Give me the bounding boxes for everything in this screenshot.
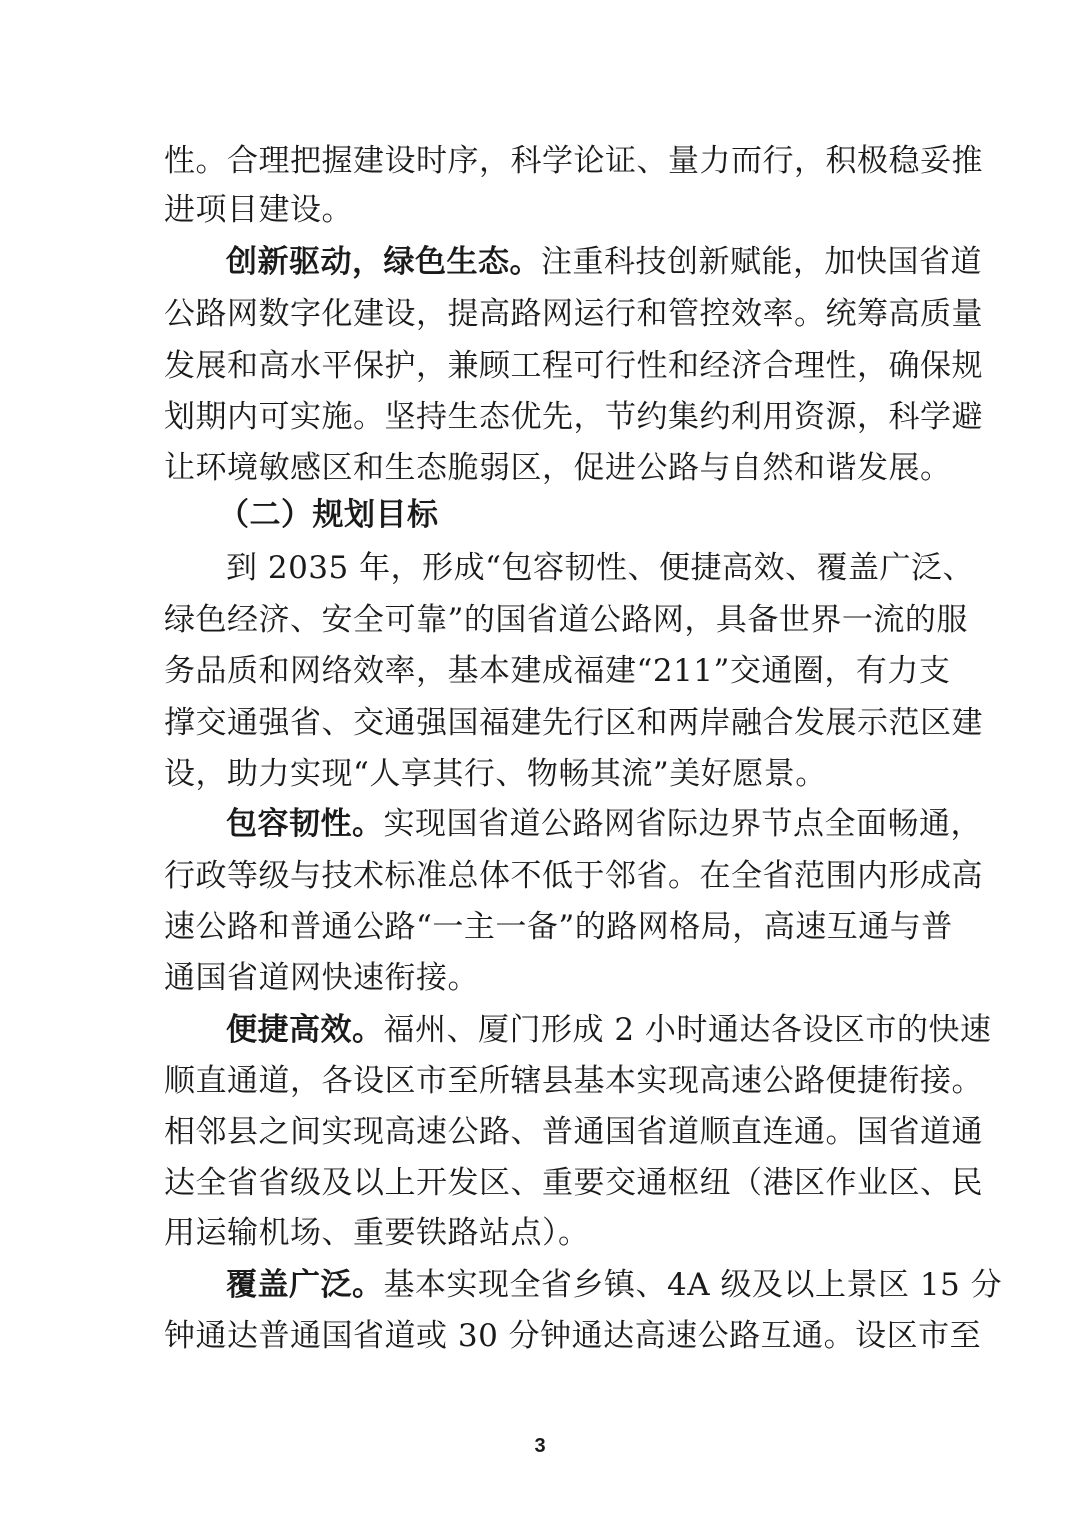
line-text: 到 2035 年，形成“包容韧性、便捷高效、覆盖广泛、 xyxy=(226,550,974,586)
paragraph-line xyxy=(226,548,974,588)
paragraph-line xyxy=(164,651,951,691)
paragraph-line xyxy=(226,242,982,282)
section-heading-text: （二）规划目标 xyxy=(218,497,439,533)
bold-lead-text: 覆盖广泛。 xyxy=(226,1267,384,1303)
paragraph-line xyxy=(164,1316,982,1356)
line-text: 公路网数字化建设，提高路网运行和管控效率。统筹高质量 xyxy=(164,296,983,332)
line-text: 行政等级与技术标准总体不低于邻省。在全省范围内形成高 xyxy=(164,858,983,894)
line-text: 撑交通强省、交通强国福建先行区和两岸融合发展示范区建 xyxy=(164,705,983,741)
line-text: 福州、厦门形成 2 小时通达各设区市的快速 xyxy=(383,1012,992,1048)
line-text: 通国省道网快速衔接。 xyxy=(164,960,479,996)
line-text: 用运输机场、重要铁路站点）。 xyxy=(164,1215,590,1251)
line-text: 达全省省级及以上开发区、重要交通枢纽（港区作业区、民 xyxy=(164,1165,983,1201)
line-text: 顺直通道，各设区市至所辖县基本实现高速公路便捷衔接。 xyxy=(164,1063,983,1099)
paragraph-line xyxy=(226,1265,1003,1305)
paragraph-line xyxy=(164,856,983,896)
line-text: 进项目建设。 xyxy=(164,192,353,228)
line-text: 设，助力实现“人享其行、物畅其流”美好愿景。 xyxy=(164,756,827,792)
paragraph-line xyxy=(164,346,983,386)
bold-lead-text: 便捷高效。 xyxy=(226,1012,384,1048)
bold-lead-text: 包容韧性。 xyxy=(226,806,384,842)
line-text: 相邻县之间实现高速公路、普通国省道顺直连通。国省道通 xyxy=(164,1114,983,1150)
line-text: 发展和高水平保护，兼顾工程可行性和经济合理性，确保规 xyxy=(164,348,983,384)
line-text: 性。合理把握建设时序，科学论证、量力而行，积极稳妥推 xyxy=(164,143,983,179)
page-number: 3 xyxy=(534,1435,546,1457)
paragraph-line xyxy=(164,1213,924,1253)
paragraph-line xyxy=(164,600,968,640)
paragraph-line xyxy=(164,703,983,743)
line-text: 基本实现全省乡镇、4A 级及以上景区 15 分 xyxy=(383,1267,1003,1303)
bold-lead-text: 创新驱动，绿色生态。 xyxy=(226,244,541,280)
line-text: 注重科技创新赋能，加快国省道 xyxy=(541,244,982,280)
paragraph-line xyxy=(164,907,953,947)
paragraph-line xyxy=(164,294,983,334)
paragraph-line xyxy=(164,1061,983,1101)
paragraph-line xyxy=(164,141,983,181)
line-text: 实现国省道公路网省际边界节点全面畅通， xyxy=(383,806,982,842)
line-text: 钟通达普通国省道或 30 分钟通达高速公路互通。设区市至 xyxy=(164,1318,982,1354)
paragraph-line xyxy=(164,754,924,794)
line-text: 务品质和网络效率，基本建成福建“211”交通圈，有力支 xyxy=(164,653,951,689)
line-text: 速公路和普通公路“一主一备”的路网格局，高速互通与普 xyxy=(164,909,953,945)
paragraph-line xyxy=(164,1163,983,1203)
line-text: 让环境敏感区和生态脆弱区，促进公路与自然和谐发展。 xyxy=(164,450,952,486)
paragraph-line xyxy=(164,190,924,230)
paragraph-line xyxy=(164,448,952,488)
line-text: 绿色经济、安全可靠”的国省道公路网，具备世界一流的服 xyxy=(164,602,968,638)
paragraph-line xyxy=(226,804,982,844)
line-text: 划期内可实施。坚持生态优先，节约集约利用资源，科学避 xyxy=(164,399,983,435)
paragraph-line xyxy=(226,1010,992,1050)
paragraph-line xyxy=(164,958,924,998)
paragraph-line xyxy=(164,1112,983,1152)
paragraph-line xyxy=(164,397,983,437)
section-heading xyxy=(218,495,916,535)
